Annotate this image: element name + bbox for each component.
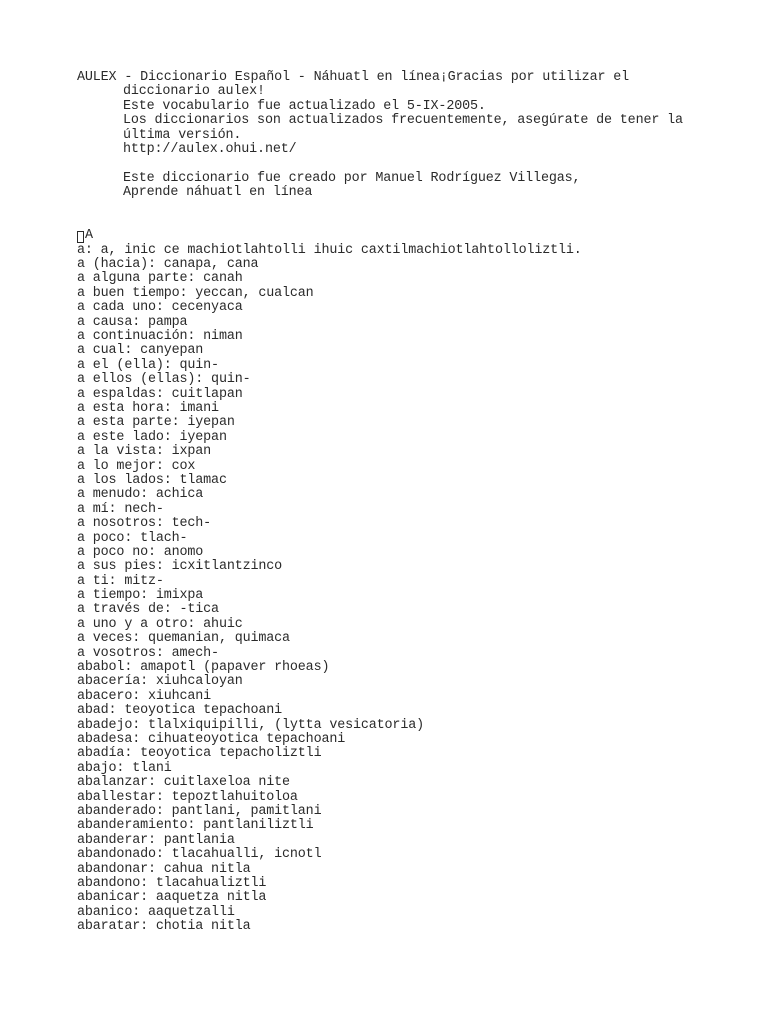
dictionary-entry: a continuación: niman [77, 329, 243, 345]
dictionary-entry: a (hacia): canapa, cana [77, 257, 259, 273]
dictionary-entry: a causa: pampa [77, 314, 188, 330]
dictionary-entry: abanderado: pantlani, pamitlani [77, 803, 322, 819]
dictionary-entry: a veces: quemanian, quimaca [77, 631, 290, 647]
document-page [77, 71, 757, 934]
section-heading [77, 229, 757, 243]
notice-line-2: última versión. [123, 127, 242, 143]
document-title-continued: diccionario aulex! [123, 84, 265, 100]
dictionary-entry: abandonado: tlacahualli, icnotl [77, 847, 322, 863]
dictionary-entry: a esta hora: imani [77, 401, 219, 416]
dictionary-entry: a el (ella): quin- [77, 357, 219, 373]
dictionary-entry: a esta parte: iyepan [77, 415, 235, 431]
dictionary-entry: a uno y a otro: ahuic [77, 616, 243, 632]
dictionary-entry: a mí: nech- [77, 501, 164, 517]
dictionary-entry: abadejo: tlalxiquipilli, (lytta vesicatoria) [77, 717, 424, 733]
dictionary-entry: a vosotros: amech- [77, 645, 219, 661]
tagline: Aprende náhuatl en línea [123, 185, 313, 201]
dictionary-entry: abaratar: chotia nitla [77, 919, 251, 935]
dictionary-entry: a menudo: achica [77, 487, 204, 503]
entry-list [77, 244, 757, 935]
dictionary-entry: abacero: xiuhcani [77, 688, 212, 704]
dictionary-entry: a tiempo: imixpa [77, 588, 204, 604]
dictionary-entry: a buen tiempo: yeccan, cualcan [77, 285, 314, 301]
dictionary-entry: abadía: teoyotica tepacholiztli [77, 746, 322, 762]
creator-note: Este diccionario fue creado por Manuel Rodríguez Villegas, [123, 170, 581, 186]
dictionary-entry: a: a, inic ce machiotlahtolli ihuic caxtilmachiotlahtolloliztli. [77, 242, 582, 258]
dictionary-entry: a espaldas: cuitlapan [77, 386, 243, 402]
dictionary-entry: a la vista: ixpan [77, 444, 212, 460]
update-note: Este vocabulario fue actualizado el 5-IX-2005. [123, 98, 486, 114]
dictionary-entry: a través de: -tica [77, 602, 219, 618]
dictionary-entry: a ti: mitz- [77, 573, 164, 589]
dictionary-entry: abalanzar: cuitlaxeloa nite [77, 775, 290, 791]
dictionary-entry: abanderar: pantlania [77, 832, 235, 848]
dictionary-entry: abandono: tlacahualiztli [77, 875, 267, 891]
dictionary-entry: aballestar: tepoztlahuitoloa [77, 789, 298, 805]
dictionary-entry: a los lados: tlamac [77, 472, 227, 488]
document-title: AULEX - Diccionario Español - Náhuatl en línea¡Gracias por utilizar el [77, 70, 629, 85]
notice-line-1: Los diccionarios son actualizados frecuentemente, asegúrate de tener la [123, 113, 683, 129]
dictionary-entry: a este lado: iyepan [77, 429, 227, 445]
section-letter: A [85, 228, 93, 244]
dictionary-entry: a poco no: anomo [77, 544, 204, 560]
dictionary-entry: abanderamiento: pantlaniliztli [77, 818, 314, 834]
dictionary-entry: a lo mejor: cox [77, 458, 196, 474]
dictionary-entry: a alguna parte: canah [77, 271, 243, 287]
dictionary-entry: a poco: tlach- [77, 530, 188, 546]
dictionary-entry: abanicar: aaquetza nitla [77, 890, 267, 906]
dictionary-entry: abadesa: cihuateoyotica tepachoani [77, 731, 346, 747]
dictionary-entry: abacería: xiuhcaloyan [77, 674, 243, 690]
dictionary-entry: a ellos (ellas): quin- [77, 372, 251, 388]
dictionary-entry: abanico: aaquetzalli [77, 904, 235, 920]
dictionary-entry: a cada uno: cecenyaca [77, 300, 243, 316]
dictionary-entry: a cual: canyepan [77, 343, 204, 359]
dictionary-entry: abajo: tlani [77, 760, 172, 776]
missing-glyph-icon [77, 231, 84, 243]
dictionary-entry: a sus pies: icxitlantzinco [77, 559, 283, 575]
dictionary-entry: ababol: amapotl (papaver rhoeas) [77, 660, 330, 676]
site-url: http://aulex.ohui.net/ [123, 141, 297, 157]
dictionary-entry: a nosotros: tech- [77, 516, 212, 532]
dictionary-entry: abad: teoyotica tepachoani [77, 703, 283, 719]
dictionary-entry: abandonar: cahua nitla [77, 861, 251, 877]
